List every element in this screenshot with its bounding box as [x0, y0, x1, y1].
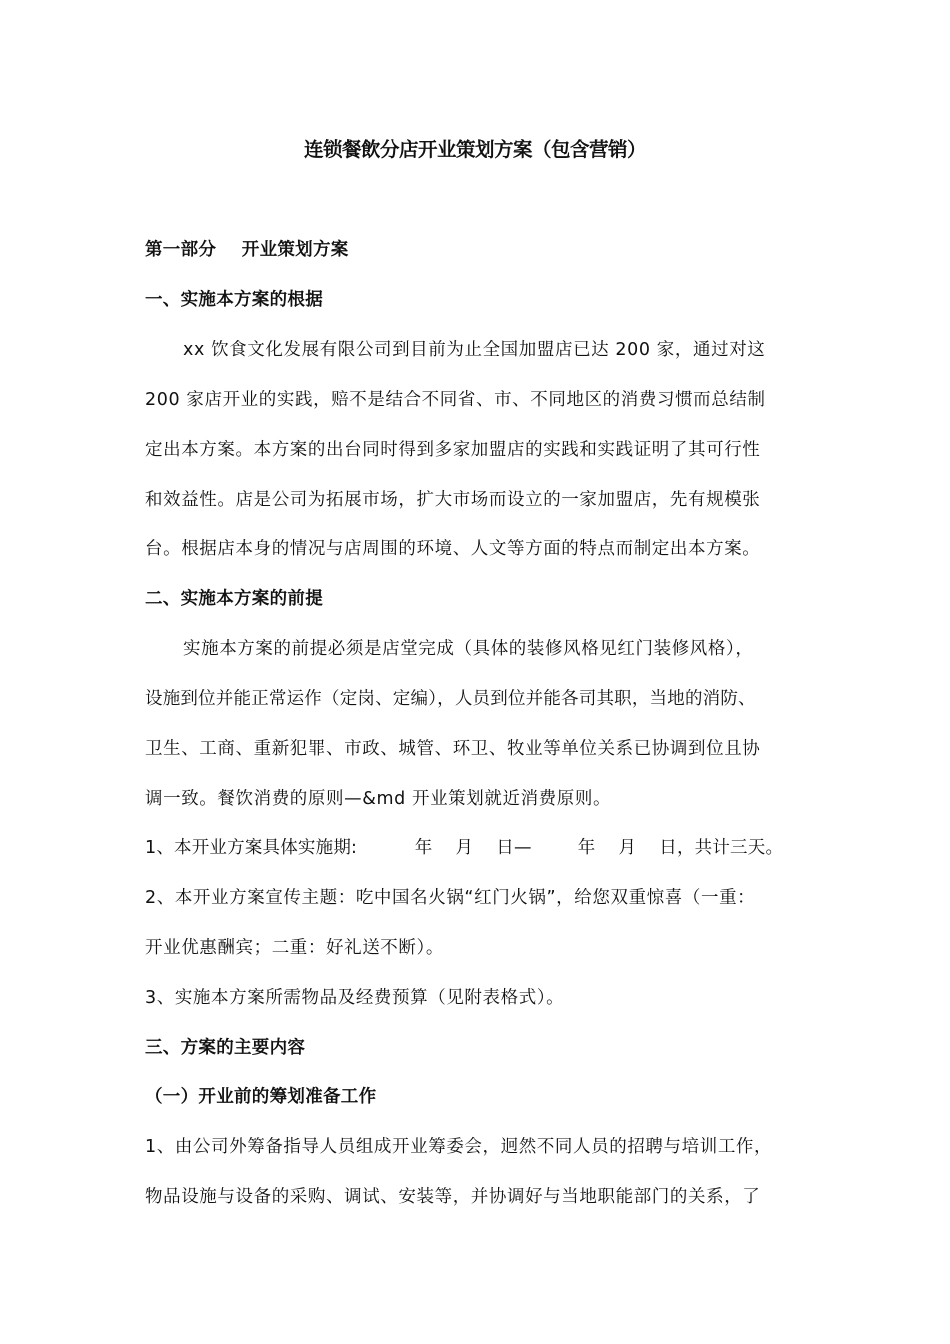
- paragraph-line: 卫生、工商、重新犯罪、市政、城管、环卫、牧业等单位关系已协调到位且协: [145, 739, 761, 759]
- part-heading: 第一部分 开业策划方案: [145, 240, 349, 260]
- paragraph-line: 调一致。餐饮消费的原则—&md 开业策划就近消费原则。: [145, 789, 612, 809]
- paragraph-line: 设施到位并能正常运作（定岗、定编），人员到位并能各司其职，当地的消防、: [145, 689, 756, 709]
- paragraph-line: 实施本方案的前提必须是店堂完成（具体的装修风格见红门装修风格），: [183, 639, 754, 659]
- section-heading-2: 二、实施本方案的前提: [145, 589, 323, 609]
- list-item: 1、本开业方案具体实施期: 年 月 日— 年 月 日，共计三天。: [145, 838, 784, 858]
- paragraph-line: 台。根据店本身的情况与店周围的环境、人文等方面的特点而制定出本方案。: [145, 539, 761, 559]
- document-title: 连锁餐飲分店开业策划方案（包含营销）: [303, 138, 646, 161]
- list-item-continuation: 开业优惠酬宾；二重：好礼送不断）。: [145, 938, 444, 958]
- list-item: 1、由公司外筹备指导人员组成开业筹委会，迥然不同人员的招聘与培训工作，: [145, 1137, 773, 1157]
- list-item: 3、实施本方案所需物品及经费预算（见附表格式）。: [145, 988, 565, 1008]
- section-heading-1: 一、实施本方案的根据: [145, 290, 323, 310]
- paragraph-line: 200 家店开业的实践，赔不是结合不同省、市、不同地区的消费习惯而总结制: [145, 390, 766, 410]
- list-item-continuation: 物品设施与设备的采购、调试、安装等，并协调好与当地职能部门的关系，了: [145, 1187, 761, 1207]
- paragraph-line: 和效益性。店是公司为拓展市场，扩大市场而设立的一家加盟店，先有规模张: [145, 490, 761, 510]
- list-item: 2、本开业方案宣传主题：吃中国名火锅“红门火锅”，给您双重惊喜（一重：: [145, 888, 756, 908]
- subsection-heading: （一）开业前的筹划准备工作: [145, 1087, 377, 1107]
- paragraph-line: xx 饮食文化发展有限公司到目前为止全国加盟店已达 200 家，通过对这: [183, 340, 766, 360]
- section-heading-3: 三、方案的主要内容: [145, 1038, 306, 1058]
- paragraph-line: 定出本方案。本方案的出台同时得到多家加盟店的实践和实践证明了其可行性: [145, 440, 761, 460]
